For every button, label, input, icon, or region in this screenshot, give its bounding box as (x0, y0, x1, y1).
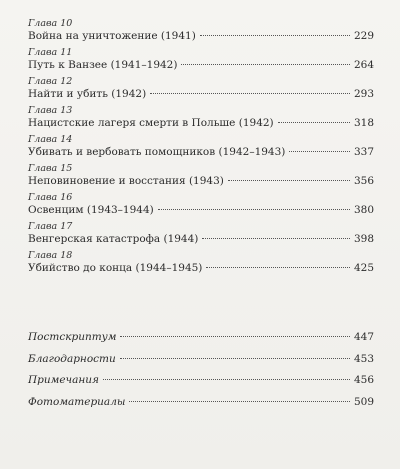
toc-chapter-17 (28, 221, 374, 250)
toc-entry (28, 145, 374, 159)
chapter-label: Глава 12 (28, 76, 73, 87)
toc-entry-photos (28, 395, 374, 417)
toc-chapter-10 (28, 18, 374, 47)
page-number: 398 (353, 233, 374, 245)
page-number: 447 (353, 331, 374, 343)
page-number: 264 (353, 59, 374, 71)
chapter-title: Убивать и вербовать помощников (1942–1943) (28, 146, 286, 158)
page-number: 509 (353, 395, 374, 408)
chapter-title: Убийство до конца (1944–1945) (28, 262, 203, 274)
dot-leader (200, 35, 350, 36)
chapter-title: Освенцим (1943–1944) (28, 204, 154, 216)
toc-chapter-15 (28, 163, 374, 192)
section-title: Постскриптум (28, 331, 117, 343)
back-matter-list (28, 330, 374, 416)
table-of-contents (28, 18, 374, 279)
dot-leader (278, 122, 350, 123)
toc-entry (28, 174, 374, 188)
dot-leader (202, 238, 350, 239)
toc-entry (28, 116, 374, 130)
toc-chapter-13 (28, 105, 374, 134)
section-title: Примечания (28, 374, 99, 386)
dot-leader (103, 379, 350, 380)
dot-leader (158, 209, 350, 210)
toc-entry (28, 29, 374, 43)
page-number: 337 (353, 146, 374, 158)
chapter-label: Глава 16 (28, 192, 73, 203)
page-number: 456 (353, 374, 374, 386)
toc-chapter-11 (28, 47, 374, 76)
chapter-label: Глава 13 (28, 105, 73, 116)
toc-entry (28, 203, 374, 217)
page-number: 356 (353, 175, 374, 187)
section-title: Фотоматериалы (28, 395, 126, 408)
dot-leader (181, 64, 350, 65)
toc-entry (28, 261, 374, 275)
chapter-label: Глава 10 (28, 18, 73, 29)
chapter-label: Глава 11 (28, 47, 73, 58)
chapter-label: Глава 17 (28, 221, 73, 232)
page-number: 293 (353, 88, 374, 100)
toc-entry (28, 232, 374, 246)
dot-leader (120, 358, 350, 359)
page-number: 318 (353, 117, 374, 129)
dot-leader (289, 151, 350, 152)
toc-chapter-14 (28, 134, 374, 163)
chapter-label: Глава 14 (28, 134, 73, 145)
dot-leader (228, 180, 350, 181)
toc-entry-notes (28, 373, 374, 395)
chapter-label: Глава 18 (28, 250, 73, 261)
toc-entry-acknowledgements (28, 352, 374, 374)
toc-chapter-18 (28, 250, 374, 279)
chapter-label: Глава 15 (28, 163, 73, 174)
dot-leader (150, 93, 350, 94)
page-number: 380 (353, 204, 374, 216)
toc-entry-postscript (28, 330, 374, 352)
section-title: Благодарности (28, 352, 116, 365)
dot-leader (129, 401, 350, 402)
page-number: 453 (353, 352, 374, 365)
chapter-title: Нацистские лагеря смерти в Польше (1942) (28, 117, 274, 129)
toc-entry (28, 87, 374, 101)
chapter-title: Неповиновение и восстания (1943) (28, 175, 224, 187)
toc-chapter-16 (28, 192, 374, 221)
toc-chapter-12 (28, 76, 374, 105)
page-number: 425 (353, 262, 374, 274)
chapter-title: Найти и убить (1942) (28, 88, 147, 100)
chapter-title: Путь к Ванзее (1941–1942) (28, 59, 178, 71)
chapter-title: Венгерская катастрофа (1944) (28, 233, 199, 245)
dot-leader (120, 336, 349, 337)
toc-entry (28, 58, 374, 72)
chapter-title: Война на уничтожение (1941) (28, 30, 196, 42)
page-number: 229 (353, 30, 374, 42)
dot-leader (206, 267, 350, 268)
